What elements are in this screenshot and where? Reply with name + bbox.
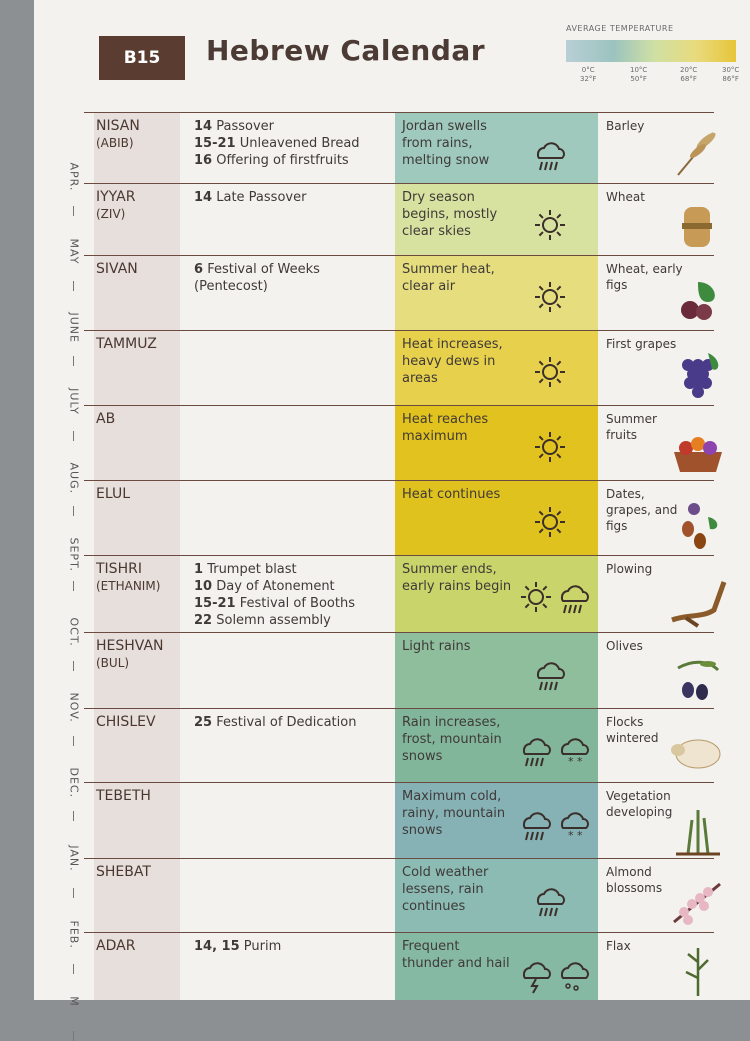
festival-item [194, 278, 320, 295]
calendar-row [84, 405, 750, 480]
olives-icon [668, 650, 728, 710]
festival-item [194, 152, 360, 169]
gregorian-month-label: OCT. [67, 617, 81, 647]
festival-list [194, 118, 360, 169]
sun-icon [530, 502, 570, 546]
month-tick [73, 506, 74, 516]
hail-icon [554, 954, 594, 998]
month-name: CHISLEV [96, 714, 156, 730]
calendar-row [84, 932, 750, 1000]
crop-text: Plowing [606, 562, 653, 576]
row-divider [84, 555, 714, 556]
rain-icon [516, 730, 556, 774]
gregorian-month-label: SEPT. [67, 537, 81, 572]
festival-item [194, 189, 306, 206]
month-name: IYYAR [96, 189, 136, 205]
rain-icon [530, 880, 570, 924]
page-header [34, 0, 750, 110]
wheat-sheaf-icon [668, 197, 728, 257]
calendar-row [84, 632, 750, 708]
festival-day: 14 [194, 119, 213, 134]
festival-text: Day of Atonement [216, 579, 335, 594]
festival-list [194, 938, 281, 955]
crop-text: Olives [606, 639, 643, 653]
month-tick [73, 281, 74, 291]
climate-text: Summer heat, clear air [402, 262, 495, 294]
festival-list [194, 261, 320, 295]
row-divider [84, 858, 714, 859]
rain-icon [516, 804, 556, 848]
festival-text: Festival of Dedication [216, 715, 357, 730]
grapes-icon [668, 347, 728, 407]
crop-text: Flocks wintered [606, 715, 659, 745]
festival-day: 15-21 [194, 136, 236, 151]
festival-text: Solemn assembly [216, 613, 331, 628]
row-divider [84, 932, 714, 933]
calendar-row [84, 112, 750, 183]
dates-icon [668, 497, 728, 557]
climate-text: Dry season begins, mostly clear skies [402, 190, 498, 239]
month-name: NISAN [96, 118, 140, 134]
month-alt-name: (ZIV) [96, 207, 126, 221]
month-name: SHEBAT [96, 864, 151, 880]
festival-item [194, 938, 281, 955]
section-badge: B15 [99, 36, 185, 80]
tick-20: 20°C 68°F [680, 66, 698, 83]
sun-icon [530, 277, 570, 321]
row-divider [84, 480, 714, 481]
festival-item [194, 561, 355, 578]
month-tick [73, 206, 74, 216]
gregorian-month-label: APR. [67, 162, 81, 192]
festival-day: 14 [194, 190, 213, 205]
festival-item [194, 261, 320, 278]
climate-text: Frequent thunder and hail [402, 939, 510, 971]
month-tick [73, 736, 74, 746]
calendar-row [84, 183, 750, 255]
festival-item [194, 612, 355, 629]
festival-text: (Pentecost) [194, 279, 268, 294]
month-alt-name: (BUL) [96, 656, 130, 670]
festival-item [194, 135, 360, 152]
sheep-icon [668, 724, 728, 784]
temperature-gradient-bar [566, 40, 736, 62]
month-name: AB [96, 411, 116, 427]
festival-day: 25 [194, 715, 213, 730]
festival-day: 22 [194, 613, 213, 628]
festival-item [194, 714, 356, 731]
festival-text: Purim [243, 939, 282, 954]
festival-text: Festival of Weeks [207, 262, 320, 277]
page-title: Hebrew Calendar [206, 34, 486, 67]
month-name: HESHVAN [96, 638, 164, 654]
climate-text: Maximum cold, rainy, mountain snows [402, 789, 506, 838]
gregorian-month-label: M [67, 996, 81, 1007]
gregorian-month-label: NOV. [67, 692, 81, 723]
festival-text: Festival of Booths [239, 596, 355, 611]
calendar-row [84, 782, 750, 858]
rain-icon [530, 134, 570, 178]
figs-icon [668, 272, 728, 332]
thunder-icon [516, 954, 556, 998]
month-tick [73, 811, 74, 821]
calendar-row [84, 330, 750, 405]
snow-icon [554, 730, 594, 774]
crop-text: Summer fruits [606, 412, 657, 442]
month-name: SIVAN [96, 261, 138, 277]
climate-text: Heat increases, heavy dews in areas [402, 337, 503, 386]
month-tick [73, 888, 74, 898]
month-tick [73, 964, 74, 974]
row-divider [84, 330, 714, 331]
festival-text: Unleavened Bread [239, 136, 360, 151]
row-divider [84, 112, 714, 113]
rain-icon [554, 577, 594, 621]
climate-text: Summer ends, early rains begin [402, 562, 512, 594]
gregorian-month-label: DEC. [67, 767, 81, 799]
legend-label: AVERAGE TEMPERATURE [566, 24, 674, 33]
festival-item [194, 578, 355, 595]
month-alt-name: (ABIB) [96, 136, 134, 150]
month-tick [73, 356, 74, 366]
legend-ticks [566, 66, 744, 110]
festival-day: 1 [194, 562, 204, 577]
sun-icon [530, 427, 570, 471]
sprout-icon [668, 800, 728, 860]
month-name: ELUL [96, 486, 130, 502]
calendar-row [84, 708, 750, 782]
festival-text: Offering of firstfruits [216, 153, 349, 168]
barley-icon [668, 125, 728, 185]
gregorian-month-label: AUG. [67, 462, 81, 495]
tick-10: 10°C 50°F [630, 66, 648, 83]
sun-icon [530, 205, 570, 249]
row-divider [84, 405, 714, 406]
month-name: TAMMUZ [96, 336, 157, 352]
crop-text: Flax [606, 939, 631, 953]
festival-text: Late Passover [216, 190, 307, 205]
month-tick [73, 661, 74, 671]
row-divider [84, 255, 714, 256]
crop-text: Dates, grapes, and figs [606, 487, 678, 533]
gregorian-month-label: JULY [67, 388, 81, 415]
climate-text: Light rains [402, 639, 471, 654]
festival-text: Passover [216, 119, 274, 134]
sun-icon [516, 577, 556, 621]
row-divider [84, 632, 714, 633]
festival-list [194, 714, 356, 731]
calendar-row [84, 555, 750, 632]
crop-text: Almond blossoms [606, 865, 663, 895]
festival-list [194, 561, 355, 629]
festival-day: 6 [194, 262, 204, 277]
climate-text: Rain increases, frost, mountain snows [402, 715, 502, 764]
fruit-basket-icon [668, 422, 728, 482]
climate-text: Cold weather lessens, rain continues [402, 865, 489, 914]
crop-text: Wheat, early figs [606, 262, 683, 292]
month-tick [73, 431, 74, 441]
snow-icon [554, 804, 594, 848]
gregorian-month-label: JUNE [67, 312, 81, 343]
row-divider [84, 708, 714, 709]
month-alt-name: (ETHANIM) [96, 579, 161, 593]
gregorian-month-label: JAN. [67, 845, 81, 872]
climate-text: Jordan swells from rains, melting snow [402, 119, 490, 168]
climate-text: Heat continues [402, 487, 501, 502]
rain-icon [530, 654, 570, 698]
svg-text:* *: * * [568, 755, 583, 768]
festival-item [194, 118, 360, 135]
svg-text:* *: * * [568, 829, 583, 842]
month-name: ADAR [96, 938, 136, 954]
tick-30: 30°C 86°F [722, 66, 740, 83]
festival-item [194, 595, 355, 612]
month-name: TISHRI [96, 561, 142, 577]
tick-0: 0°C 32°F [580, 66, 597, 83]
almond-blossom-icon [668, 874, 728, 934]
crop-text: Barley [606, 119, 645, 133]
month-tick [73, 1031, 74, 1041]
row-divider [84, 183, 714, 184]
crop-text: Vegetation developing [606, 789, 673, 819]
festival-day: 14, 15 [194, 939, 240, 954]
temperature-legend [566, 24, 744, 114]
festival-list [194, 189, 306, 206]
crop-text: First grapes [606, 337, 677, 351]
flax-icon [668, 942, 728, 1002]
calendar-row [84, 858, 750, 932]
gregorian-month-label: MAY [67, 238, 81, 265]
month-name: TEBETH [96, 788, 151, 804]
sun-icon [530, 352, 570, 396]
month-tick [73, 581, 74, 591]
calendar-row [84, 255, 750, 330]
crop-text: Wheat [606, 190, 645, 204]
gregorian-month-label: FEB. [67, 920, 81, 949]
plow-icon [668, 574, 728, 634]
climate-text: Heat reaches maximum [402, 412, 489, 444]
row-divider [84, 782, 714, 783]
festival-day: 15-21 [194, 596, 236, 611]
festival-day: 10 [194, 579, 213, 594]
festival-day: 16 [194, 153, 213, 168]
festival-text: Trumpet blast [207, 562, 297, 577]
calendar-row [84, 480, 750, 555]
